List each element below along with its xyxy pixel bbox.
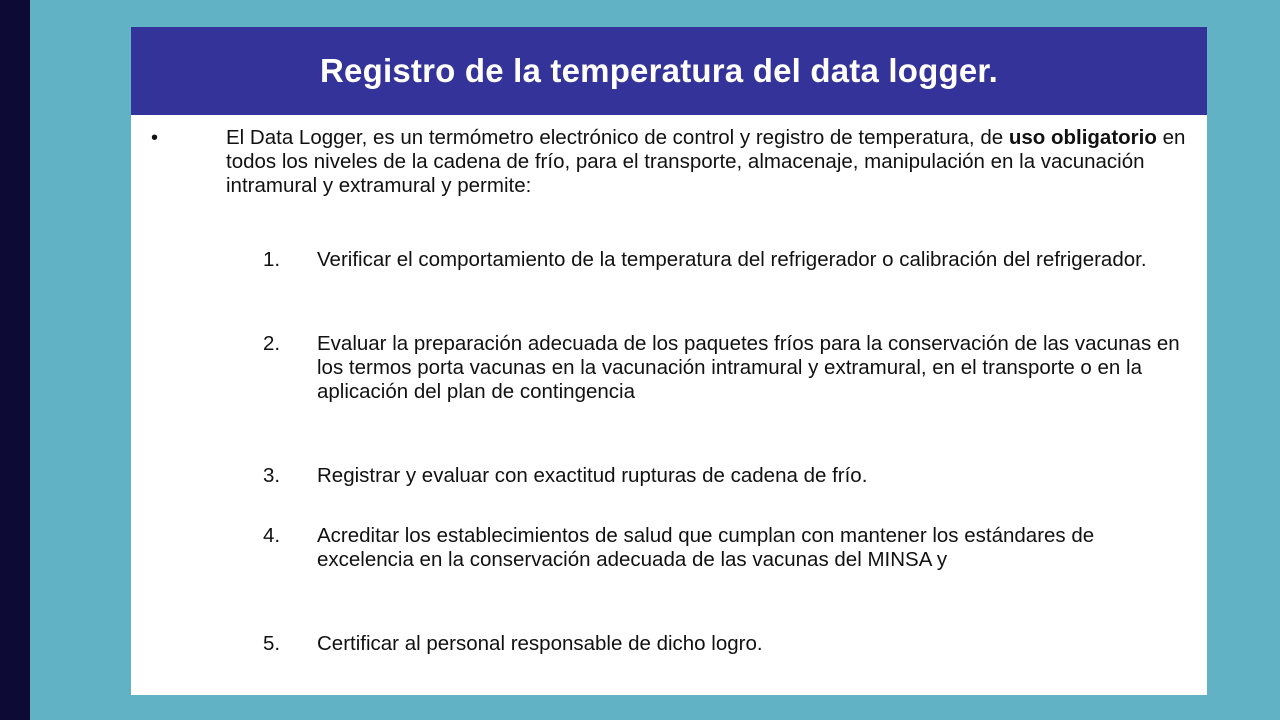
list-item-1-number: 1. bbox=[263, 248, 281, 271]
intro-text-after: en todos los niveles de la cadena de frío, para el transporte, almacenaje, manipulación en la vacunación intramural y extramural y permite: bbox=[226, 126, 1186, 197]
list-item-2-text: Evaluar la preparación adecuada de los paquetes fríos para la conservación de las vacunas en los termos porta vacunas en la vacunación intramural y extramural, en el transporte o en la aplicación del plan de contingencia bbox=[317, 332, 1180, 403]
list-item-4-text: Acreditar los establecimientos de salud que cumplan con mantener los estándares de excelencia en la conservación adecuada de las vacunas del MINSA y bbox=[317, 524, 1095, 571]
intro-bold-text: uso obligatorio bbox=[1008, 126, 1157, 149]
list-item-5-text: Certificar al personal responsable de dicho logro. bbox=[317, 632, 763, 655]
list-item-1-text: Verificar el comportamiento de la temperatura del refrigerador o calibración del refrigerador. bbox=[317, 248, 1147, 271]
title-bar bbox=[131, 27, 1207, 115]
slide-card bbox=[131, 27, 1207, 695]
intro-text-before: El Data Logger, es un termómetro electrónico de control y registro de temperatura, de bbox=[226, 126, 1009, 149]
intro-paragraph bbox=[226, 126, 1186, 198]
list-item-3-number: 3. bbox=[263, 464, 281, 487]
list-item-4-number: 4. bbox=[263, 524, 281, 547]
bullet-icon: • bbox=[151, 127, 159, 149]
list-item-5-number: 5. bbox=[263, 632, 281, 655]
slide-title: Registro de la temperatura del data logger. bbox=[320, 52, 998, 89]
left-dark-strip bbox=[0, 0, 30, 720]
list-item-3-text: Registrar y evaluar con exactitud rupturas de cadena de frío. bbox=[317, 464, 868, 487]
list-item-2-number: 2. bbox=[263, 332, 281, 355]
